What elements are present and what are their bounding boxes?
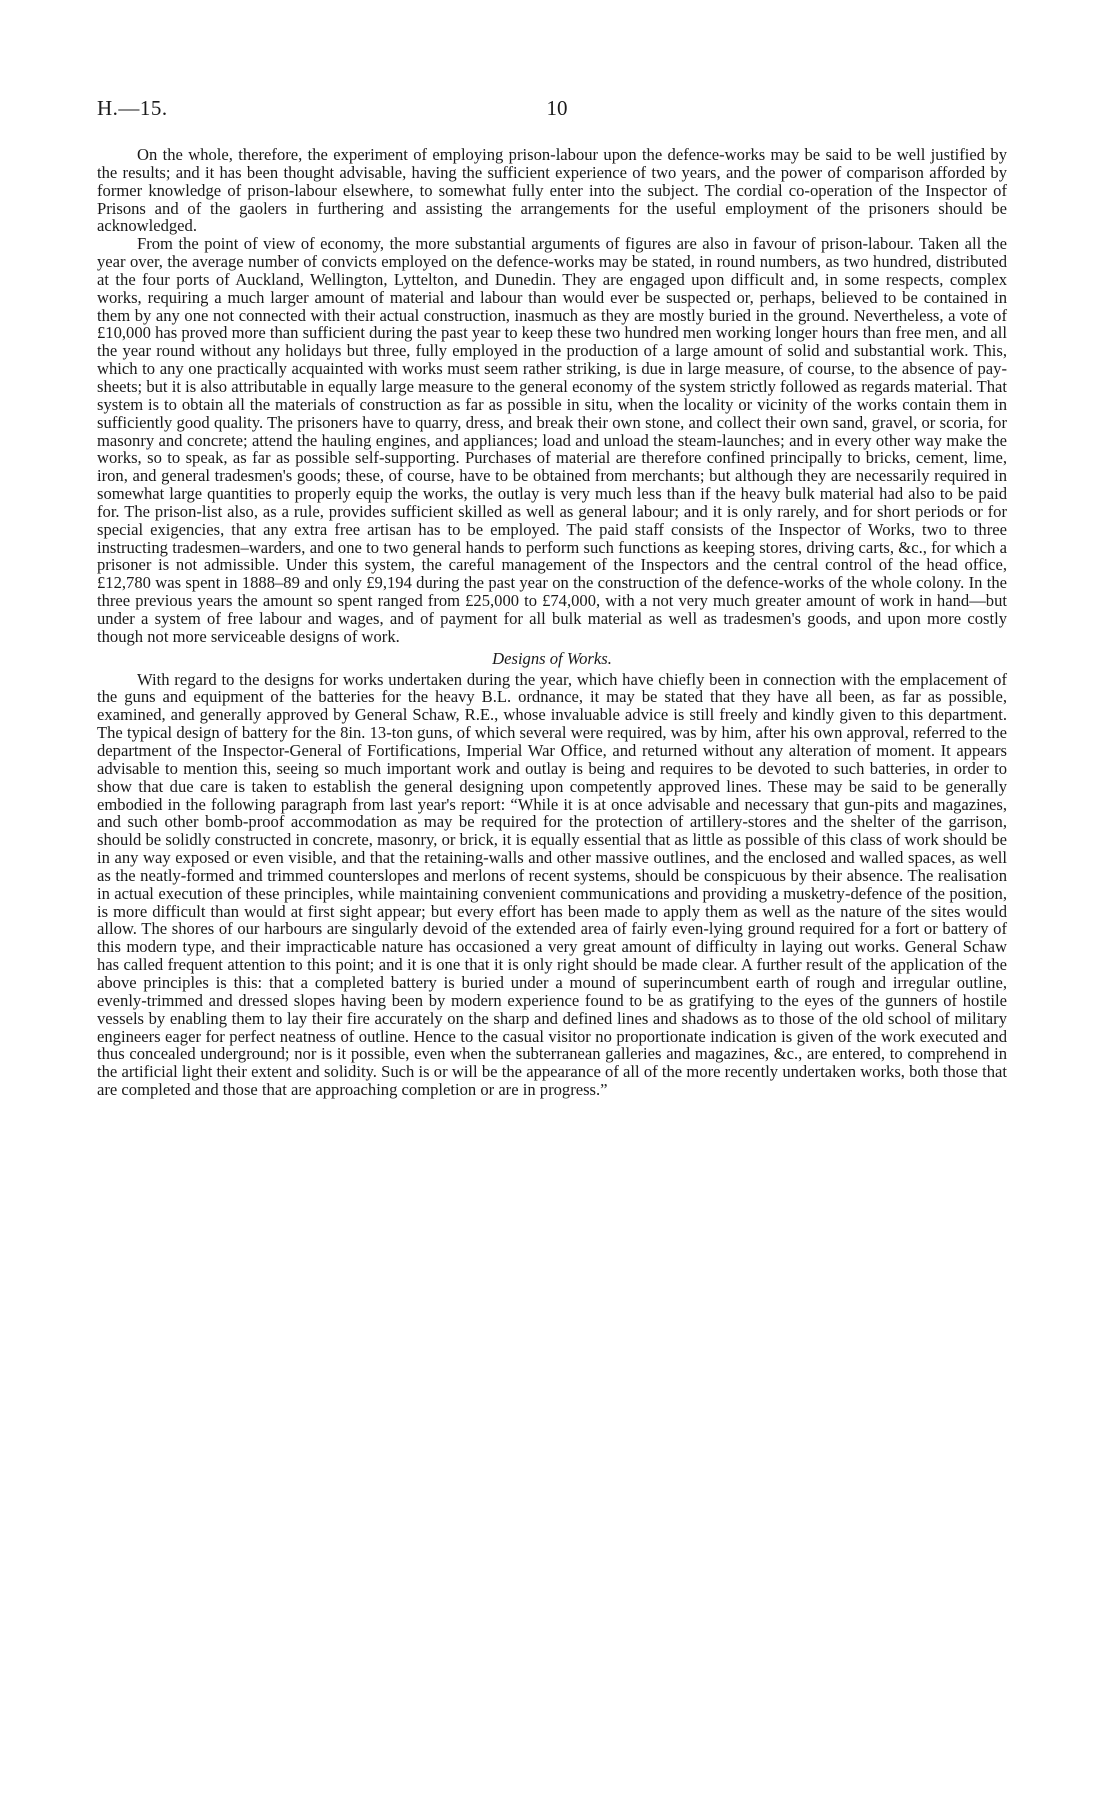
page-header <box>97 96 1017 126</box>
paragraph-results: On the whole, therefore, the experiment of employing prison-labour upon the defence-works may be said to be well justified by the results; and it has been thought advisable, having the sufficient experience of two years, and the power of comparison afforded by former knowledge of prison-labour elsewhere, to somewhat fully enter into the subject. The cordial co-operation of the Inspector of Prisons and of the gaolers in furthering and assisting the arrangements for the useful employment of the prisoners should be acknowledged. <box>97 145 1007 236</box>
page-number: 10 <box>546 96 568 120</box>
section-heading-designs: Designs of Works. <box>492 648 612 668</box>
paragraph-economy: From the point of view of economy, the more substantial arguments of figures are also in favour of prison-labour. Taken all the year over, the average number of convicts employed on the defence-works may be stated, in round numbers, as two hundred, distributed at the four ports of Auckland, Wellington, Lyttelton, and Dunedin. They are engaged upon difficult and, in some respects, complex works, requiring a much larger amount of material and labour than would ever be suspected or, perhaps, believed to be contained in them by any one not connected with their actual construction, inasmuch as they are mostly buried in the ground. Nevertheless, a vote of £10,000 has proved more than sufficient during the past year to keep these two hundred men working longer hours than free men, and all the year round without any holidays but three, fully employed in the production of a large amount of solid and substantial work. This, which to any one practically acquainted with works must seem rather striking, is due in large measure, of course, to the absence of pay-sheets; but it is also attributable in equally large measure to the general economy of the system strictly followed as regards material. That system is to obtain all the materials of construction as far as possible in situ, when the locality or vicinity of the works contain them in sufficiently good quality. The prisoners have to quarry, dress, and break their own stone, and collect their own sand, gravel, or scoria, for masonry and concrete; attend the hauling engines, and appliances; load and unload the steam-launches; and in every other way make the works, so to speak, as far as possible self-supporting. Purchases of material are therefore confined principally to bricks, cement, lime, iron, and general tradesmen's goods; these, of course, have to be obtained from merchants; but although they are necessarily required in somewhat large quantities to properly equip the works, the outlay is very much less than if the heavy bulk material had also to be paid for. The prison-list also, as a rule, provides sufficient skilled as well as general labour; and it is only rarely, and for short periods or for special exigencies, that any extra free artisan has to be employed. The paid staff consists of the Inspector of Works, two to three instructing tradesmen–warders, and one to two general hands to perform such functions as keeping stores, driving carts, &c., for which a prisoner is not admissible. Under this system, the careful management of the Inspectors and the central control of the head office, £12,780 was spent in 1888–89 and only £9,194 during the past year on the construction of the defence-works of the whole colony. In the three previous years the amount so spent ranged from £25,000 to £74,000, with a not very much greater amount of work in hand—but under a system of free labour and wages, and of payment for all bulk material as well as tradesmen's goods, and upon more costly though not more serviceable designs of work. <box>97 234 1007 646</box>
body-text <box>97 146 1007 1099</box>
paragraph-designs: With regard to the designs for works undertaken during the year, which have chiefly been in connection with the emplacement of the guns and equipment of the batteries for the heavy B.L. ordnance, it may be stated that they have all been, as far as possible, examined, and generally approved by General Schaw, R.E., whose invaluable advice is still freely and kindly given to this department. The typical design of battery for the 8in. 13-ton guns, of which several were required, was by him, after his own approval, referred to the department of the Inspector-General of Fortifications, Imperial War Office, and returned without any alteration of moment. It appears advisable to mention this, seeing so much important work and outlay is being and requires to be devoted to such batteries, in order to show that due care is taken to establish the general designing upon competently approved lines. These may be said to be generally embodied in the following paragraph from last year's report: “While it is at once advisable and necessary that gun-pits and magazines, and such other bomb-proof accommodation as may be required for the protection of artillery-stores and the shelter of the garrison, should be solidly constructed in concrete, masonry, or brick, it is equally essential that as little as possible of this class of work should be in any way exposed or even visible, and that the retaining-walls and other massive outlines, and the enclosed and walled spaces, as well as the neatly-formed and trimmed counterslopes and merlons of recent systems, should be conspicuous by their absence. The realisation in actual execution of these principles, while maintaining convenient communications and providing a musketry-defence of the position, is more difficult than would at first sight appear; but every effort has been made to apply them as well as the nature of the sites would allow. The shores of our harbours are singularly devoid of the extended area of fairly even-lying ground required for a fort or battery of this modern type, and their impracticable nature has occasioned a very great amount of difficulty in laying out works. General Schaw has called frequent attention to this point; and it is one that it is only right should be made clear. A further result of the application of the above principles is this: that a completed battery is buried under a mound of superincumbent earth of rough and irregular outline, evenly-trimmed and dressed slopes having been by modern experience found to be as gratifying to the eyes of the gunners of hostile vessels by enabling them to lay their fire accurately on the sharp and defined lines and shadows as to those of the old school of military engineers eager for perfect neatness of outline. Hence to the casual visitor no proportionate indication is given of the work executed and thus concealed underground; nor is it possible, even when the subterranean galleries and magazines, &c., are entered, to comprehend in the artificial light their extent and solidity. Such is or will be the appearance of all of the more recently undertaken works, both those that are completed and those that are approaching completion or are in progress.” <box>97 669 1007 1100</box>
document-reference: H.—15. <box>97 96 168 120</box>
